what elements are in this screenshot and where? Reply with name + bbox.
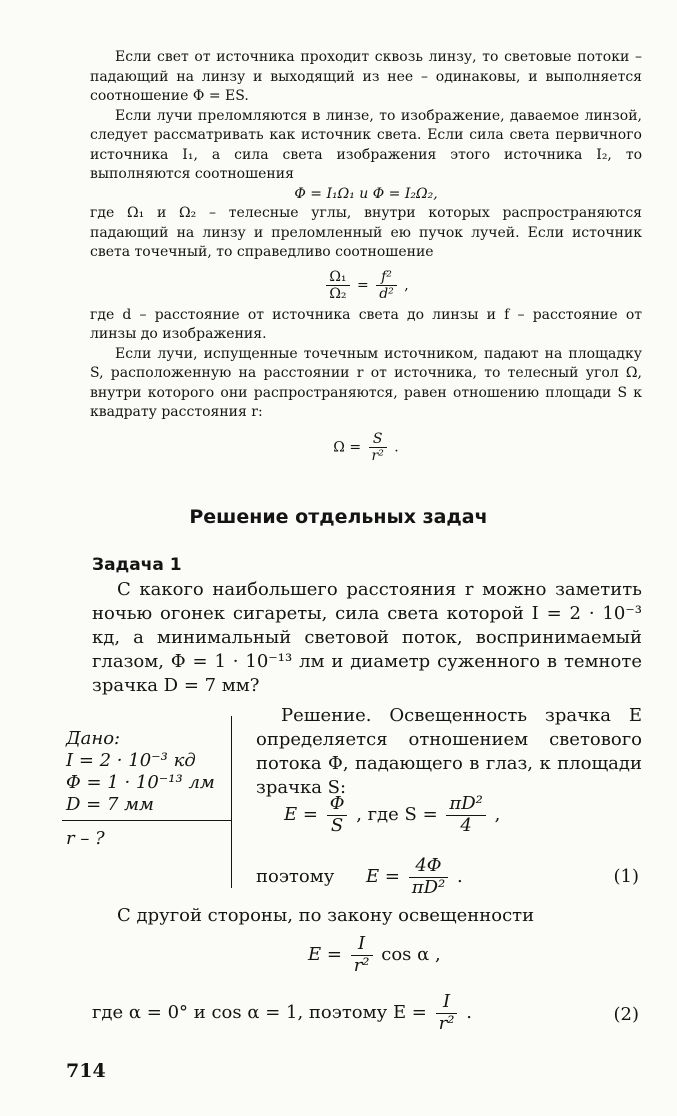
denominator: r² [438, 1012, 455, 1034]
intro-paragraph-2: Если лучи преломляются в линзе, то изображение, даваемое линзой, следует рассматривать как источник света. Если сила света первичного источника I₁, а сила света изображения этого источника I₂, то выполняются соотношения [90, 107, 642, 182]
equation-middle: , где S = [356, 804, 438, 826]
intro-paragraph-1: Если свет от источника проходит сквозь линзу, то световые потоки – падающий на линзу и выходящий из нее – одинаковы, и выполняется соотношение Φ = ES. [90, 49, 642, 104]
equation-lhs: E = [366, 866, 400, 888]
formula-solid-angle-ratio: $\frac{\text{Ω₁}}{\text{Ω₂}}$ = $\frac{\text{f²}}{\text{d²}}$ , [90, 269, 642, 302]
denominator: πD² [411, 876, 446, 898]
fraction-distance [376, 269, 397, 302]
formula-tail: . [394, 439, 399, 456]
intro-paragraph-5: Если лучи, испущенные точечным источником, падают на площадку S, расположенную на расстоянии r от источника, то телесный угол Ω, внутри которого они распространяются, равен отношению площади S к квадрату расстояния r: [90, 345, 642, 421]
given-label: Дано: [66, 728, 121, 749]
equation-lhs: E = [308, 944, 342, 966]
intro-block [90, 48, 642, 464]
numerator: f² [376, 269, 397, 286]
denominator: d² [379, 285, 394, 302]
equation-tail: . [456, 866, 463, 888]
equation-1 [256, 856, 463, 898]
given-block [66, 728, 230, 816]
denominator: S [330, 814, 344, 836]
given-vertical-rule [231, 716, 232, 888]
equation-number-2: (2) [613, 1004, 639, 1025]
fraction-illuminance [409, 856, 448, 898]
section-heading: Решение отдельных задач [189, 506, 488, 528]
fraction-omega [326, 269, 349, 302]
intro-paragraph-4: где d – расстояние от источника света до линзы и f – расстояние от линзы до изображения. [90, 306, 642, 343]
denominator: Ω₂ [329, 285, 347, 302]
denominator: r² [371, 447, 384, 464]
numerator: I [351, 934, 373, 956]
given-line-flux: Φ = 1 · 10⁻¹³ лм [66, 772, 215, 793]
numerator: πD² [446, 794, 485, 816]
page-number: 714 [66, 1060, 106, 1082]
task-text: С какого наибольшего расстояния r можно заметить ночью огонек сигареты, сила света которой I = 2 · 10⁻³ кд, а минимальный световой поток, воспринимаемый глазом, Φ = 1 · 10⁻¹³ лм и диаметр суженного в темноте зрачка D = 7 мм? [92, 579, 642, 696]
equation-tail: . [466, 1002, 472, 1024]
other-side-block [92, 904, 642, 928]
numerator: I [436, 992, 458, 1014]
task-statement [92, 578, 642, 698]
other-side-text: С другой стороны, по закону освещенности [117, 905, 535, 926]
denominator: r² [353, 954, 370, 976]
fraction-flux-area [327, 794, 348, 836]
equation-tail: cos α , [381, 944, 441, 966]
given-divider [62, 820, 232, 821]
fraction-final [436, 992, 458, 1034]
equation-illuminance-area [284, 794, 500, 836]
numerator: Ω₁ [326, 269, 349, 286]
equation-tail: , [494, 804, 501, 826]
formula-solid-angle [90, 431, 642, 464]
numerator: 4Φ [409, 856, 448, 878]
solution-text: Решение. Освещенность зрачка E определяется отношением светового потока Φ, падающего в глаз, к площади зрачка S: [256, 705, 642, 798]
equation-number-1: (1) [613, 866, 639, 887]
equation-illuminance-law [308, 934, 441, 976]
equation-lhs: E = [284, 804, 318, 826]
formula-lhs: Ω = [333, 439, 362, 456]
given-line-intensity: I = 2 · 10⁻³ кд [66, 750, 196, 771]
equation-2 [92, 992, 472, 1034]
denominator: 4 [460, 814, 472, 836]
equation-prefix: поэтому [256, 866, 335, 888]
numerator: S [369, 431, 387, 448]
given-line-diameter: D = 7 мм [66, 794, 154, 815]
intro-paragraph-3: где Ω₁ и Ω₂ – телесные углы, внутри которых распространяются падающий на линзу и преломленный ею пучок лучей. Если источник света точечный, то справедливо соотношение [90, 205, 642, 260]
formula-flux-relations: Φ = I₁Ω₁ и Φ = I₂Ω₂, [294, 185, 438, 202]
formula-tail: , [404, 277, 409, 294]
given-find: r – ? [66, 828, 105, 849]
equation-prefix: где α = 0° и cos α = 1, поэтому E = [92, 1002, 427, 1024]
fraction-pupil-area [446, 794, 485, 836]
fraction-intensity-distance [351, 934, 373, 976]
solution-block [256, 704, 642, 800]
fraction-area [369, 431, 387, 464]
numerator: Φ [327, 794, 348, 816]
task-title: Задача 1 [92, 555, 182, 575]
